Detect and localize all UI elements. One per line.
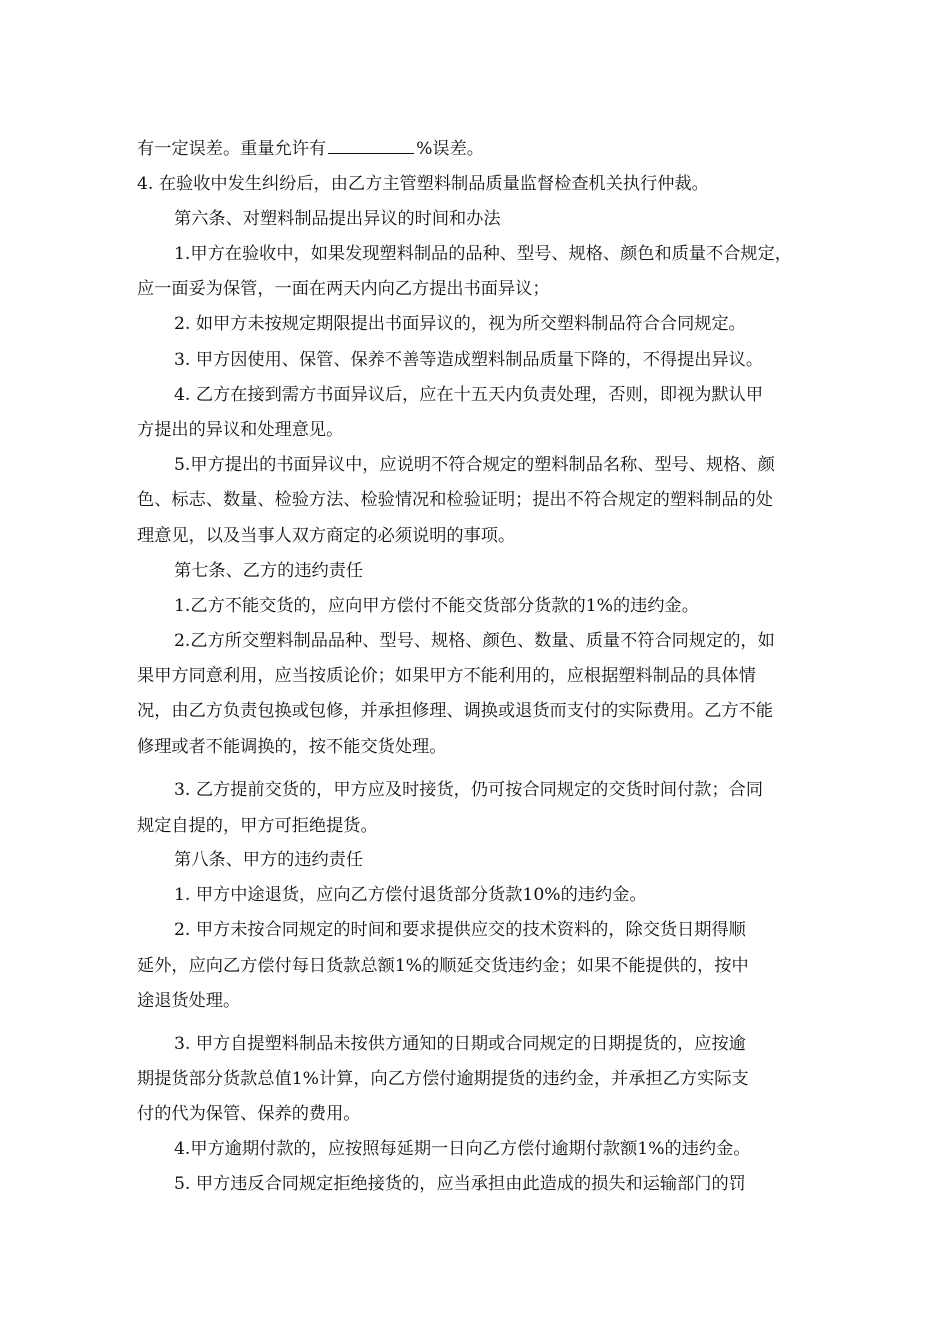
paragraph-line: 况，由乙方负责包换或包修，并承担修理、调换或退货而支付的实际费用。乙方不能 [137, 701, 773, 721]
paragraph-line: 延外，应向乙方偿付每日货款总额1%的顺延交货违约金；如果不能提供的，按中 [137, 956, 749, 976]
paragraph-line: 应一面妥为保管，一面在两天内向乙方提出书面异议； [137, 279, 550, 299]
paragraph-line: 2. 如甲方未按规定期限提出书面异议的，视为所交塑料制品符合合同规定。 [174, 314, 746, 334]
paragraph-line: 修理或者不能调换的，按不能交货处理。 [137, 737, 447, 757]
paragraph-line: 果甲方同意利用，应当按质论价；如果甲方不能利用的，应根据塑料制品的具体情 [137, 666, 756, 686]
paragraph-line: 方提出的异议和处理意见。 [137, 420, 344, 440]
line-text-end: %误差。 [416, 139, 484, 159]
paragraph-line: 5.甲方提出的书面异议中，应说明不符合规定的塑料制品名称、型号、规格、颜 [174, 455, 775, 475]
fill-in-blank[interactable] [328, 139, 414, 154]
paragraph-line [137, 139, 827, 159]
paragraph-line: 1. 甲方中途退货，应向乙方偿付退货部分货款10%的违约金。 [174, 885, 647, 905]
paragraph-line: 色、标志、数量、检验方法、检验情况和检验证明；提出不符合规定的塑料制品的处 [137, 490, 773, 510]
paragraph-line: 3. 乙方提前交货的，甲方应及时接货，仍可按合同规定的交货时间付款；合同 [174, 780, 764, 800]
paragraph-line: 4. 在验收中发生纠纷后，由乙方主管塑料制品质量监督检查机关执行仲裁。 [137, 174, 709, 194]
paragraph-line: 规定自提的，甲方可拒绝提货。 [137, 816, 378, 836]
line-text-start: 有一定误差。重量允许有 [137, 139, 327, 159]
paragraph-line: 2.乙方所交塑料制品品种、型号、规格、颜色、数量、质量不符合同规定的，如 [174, 631, 775, 651]
section-heading: 第八条、甲方的违约责任 [174, 850, 364, 870]
paragraph-line: 4. 乙方在接到需方书面异议后，应在十五天内负责处理，否则，即视为默认甲 [174, 385, 764, 405]
section-heading: 第七条、乙方的违约责任 [174, 561, 364, 581]
paragraph-line: 期提货部分货款总值1%计算，向乙方偿付逾期提货的违约金，并承担乙方实际支 [137, 1069, 749, 1089]
paragraph-line: 理意见，以及当事人双方商定的必须说明的事项。 [137, 526, 516, 546]
paragraph-line: 3. 甲方因使用、保管、保养不善等造成塑料制品质量下降的，不得提出异议。 [174, 350, 764, 370]
paragraph-line: 付的代为保管、保养的费用。 [137, 1104, 361, 1124]
section-heading: 第六条、对塑料制品提出异议的时间和办法 [174, 209, 501, 229]
paragraph-line: 1.甲方在验收中，如果发现塑料制品的品种、型号、规格、颜色和质量不合规定， [174, 244, 792, 264]
paragraph-line: 途退货处理。 [137, 991, 241, 1011]
paragraph-line: 1.乙方不能交货的，应向甲方偿付不能交货部分货款的1%的违约金。 [174, 596, 699, 616]
paragraph-line: 3. 甲方自提塑料制品未按供方通知的日期或合同规定的日期提货的，应按逾 [174, 1034, 746, 1054]
paragraph-line: 2. 甲方未按合同规定的时间和要求提供应交的技术资料的，除交货日期得顺 [174, 920, 746, 940]
paragraph-line: 4.甲方逾期付款的，应按照每延期一日向乙方偿付逾期付款额1%的违约金。 [174, 1139, 751, 1159]
paragraph-line: 5. 甲方违反合同规定拒绝接货的，应当承担由此造成的损失和运输部门的罚 [174, 1174, 746, 1194]
